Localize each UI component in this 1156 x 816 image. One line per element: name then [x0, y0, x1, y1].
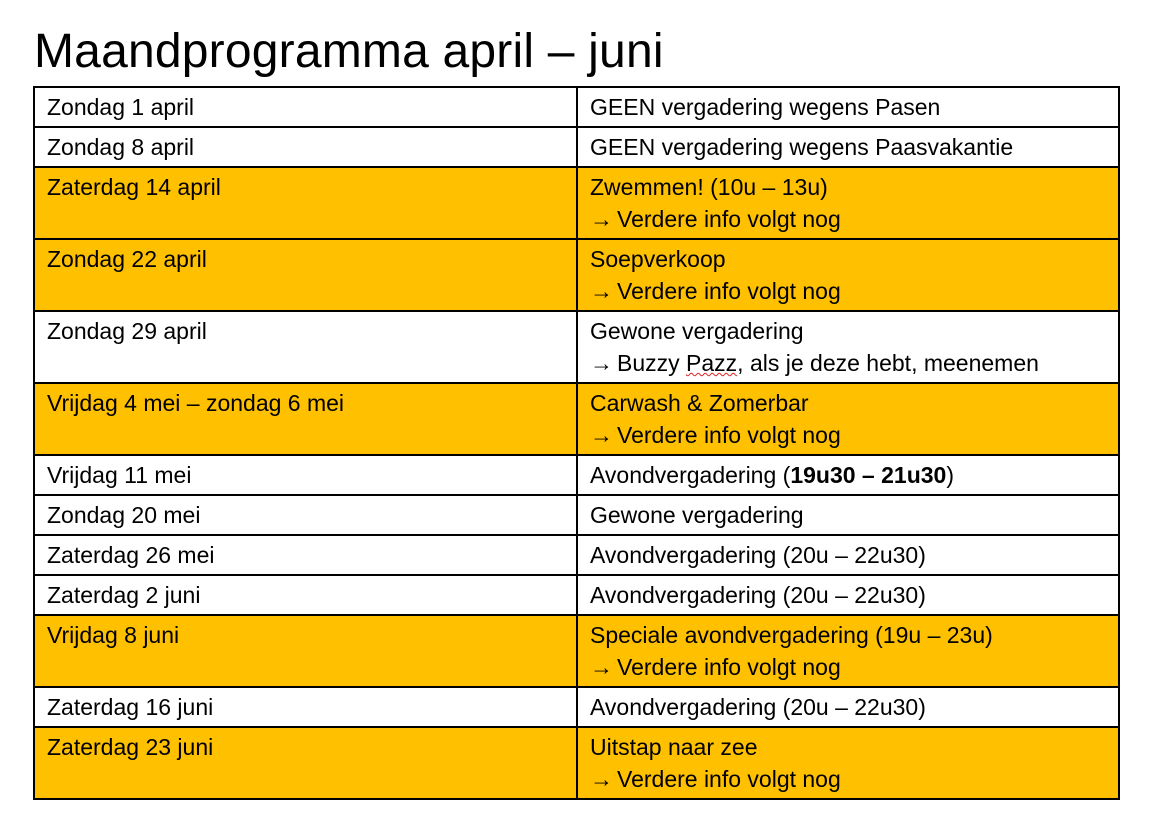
table-row [34, 87, 1119, 127]
event-cell [577, 311, 1119, 383]
page-title: Maandprogramma april – juni [34, 25, 664, 78]
table-row [34, 535, 1119, 575]
right-arrow-icon: → [590, 766, 613, 792]
table-row [34, 495, 1119, 535]
table-row [34, 455, 1119, 495]
event-cell [577, 687, 1119, 727]
date-cell: Zaterdag 14 april [34, 167, 577, 239]
date-cell: Vrijdag 4 mei – zondag 6 mei [34, 383, 577, 455]
date-cell: Zaterdag 16 juni [34, 687, 577, 727]
note-text: Verdere info volgt nog [617, 278, 841, 304]
event-title: GEEN vergadering wegens Paasvakantie [590, 134, 1014, 160]
event-note [590, 203, 1106, 235]
date-cell: Zondag 1 april [34, 87, 577, 127]
event-title: Zwemmen! (10u – 13u) [590, 174, 828, 200]
date-cell: Vrijdag 8 juni [34, 615, 577, 687]
note-text: Verdere info volgt nog [617, 206, 841, 232]
event-cell [577, 127, 1119, 167]
note-text-pre: Buzzy [617, 350, 687, 376]
event-cell [577, 495, 1119, 535]
event-title: Soepverkoop [590, 246, 726, 272]
date-cell: Zondag 29 april [34, 311, 577, 383]
note-text: Verdere info volgt nog [617, 422, 841, 448]
note-text: Verdere info volgt nog [617, 654, 841, 680]
right-arrow-icon: → [590, 206, 613, 232]
schedule-table [33, 86, 1120, 800]
note-text-post: , als je deze hebt, meenemen [737, 350, 1039, 376]
event-title: Gewone vergadering [590, 502, 804, 528]
event-cell [577, 535, 1119, 575]
event-title: Avondvergadering (20u – 22u30) [590, 694, 926, 720]
event-note [590, 651, 1106, 683]
event-text-post: ) [946, 462, 955, 488]
date-cell: Zondag 20 mei [34, 495, 577, 535]
table-row [34, 311, 1119, 383]
table-row [34, 167, 1119, 239]
event-note [590, 275, 1106, 307]
event-title: GEEN vergadering wegens Pasen [590, 94, 941, 120]
date-cell: Zaterdag 2 juni [34, 575, 577, 615]
table-row [34, 239, 1119, 311]
event-cell [577, 575, 1119, 615]
event-cell [577, 239, 1119, 311]
table-row [34, 615, 1119, 687]
event-title: Gewone vergadering [590, 318, 804, 344]
date-cell: Vrijdag 11 mei [34, 455, 577, 495]
event-title [590, 459, 1106, 491]
event-text-pre: Avondvergadering ( [590, 462, 791, 488]
event-title: Avondvergadering (20u – 22u30) [590, 582, 926, 608]
right-arrow-icon: → [590, 278, 613, 304]
right-arrow-icon: → [590, 654, 613, 680]
event-cell [577, 87, 1119, 127]
spellcheck-underlined-word: Pazz [686, 350, 738, 376]
event-cell [577, 615, 1119, 687]
table-row [34, 127, 1119, 167]
table-row [34, 687, 1119, 727]
event-cell [577, 167, 1119, 239]
right-arrow-icon: → [590, 422, 613, 448]
event-note [590, 419, 1106, 451]
event-title: Avondvergadering (20u – 22u30) [590, 542, 926, 568]
event-cell [577, 455, 1119, 495]
table-row [34, 383, 1119, 455]
table-row [34, 575, 1119, 615]
date-cell: Zaterdag 23 juni [34, 727, 577, 799]
right-arrow-icon: → [590, 350, 613, 376]
event-note [590, 763, 1106, 795]
event-time-bold: 19u30 – 21u30 [790, 462, 947, 488]
event-note [590, 347, 1106, 379]
table-row [34, 727, 1119, 799]
date-cell: Zondag 22 april [34, 239, 577, 311]
note-text: Verdere info volgt nog [617, 766, 841, 792]
event-title: Carwash & Zomerbar [590, 390, 809, 416]
event-title: Uitstap naar zee [590, 734, 758, 760]
event-cell [577, 727, 1119, 799]
date-cell: Zondag 8 april [34, 127, 577, 167]
date-cell: Zaterdag 26 mei [34, 535, 577, 575]
event-title: Speciale avondvergadering (19u – 23u) [590, 622, 993, 648]
event-cell [577, 383, 1119, 455]
